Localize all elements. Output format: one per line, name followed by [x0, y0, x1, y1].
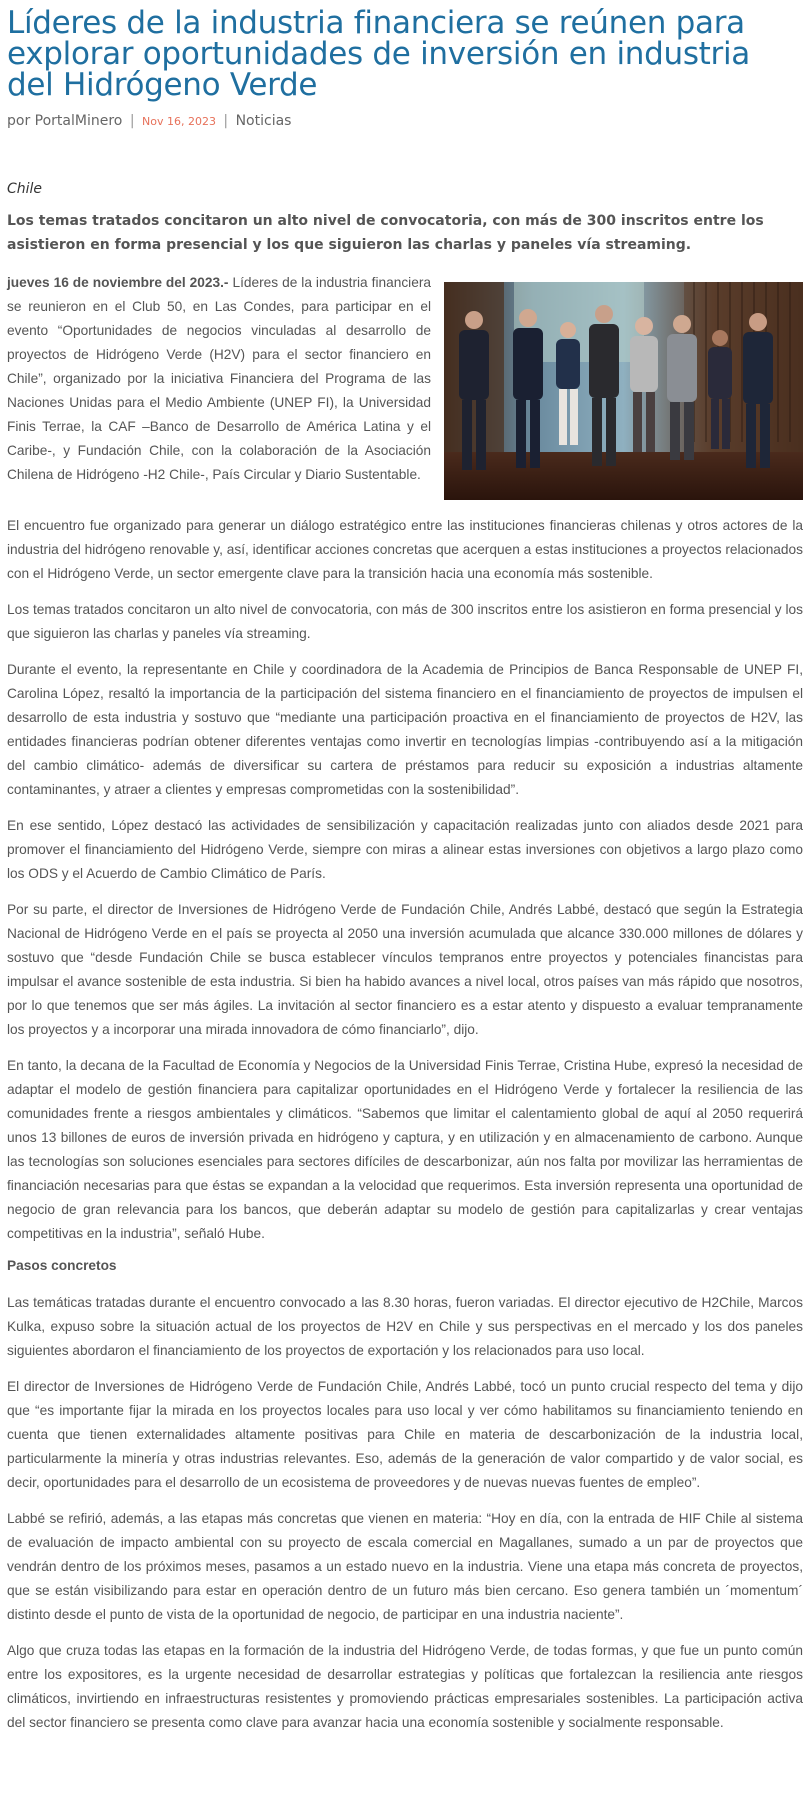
category-link[interactable]: Noticias: [235, 113, 292, 129]
event-photo: [444, 282, 803, 500]
meta-separator: |: [223, 113, 229, 129]
body-paragraph: Algo que cruza todas las etapas en la formación de la industria del Hidrógeno Verde, de todas formas, y que fue un punto común entre los expositores, es la urgente necesidad de desarrollar estrategias y políticas que fortalezcan la resiliencia ante riesgos climáticos, invirtiendo en infraestructuras resistentes y promoviendo prácticas empresariales sostenibles. La participación activa del sector financiero se presenta como clave para avanzar hacia una economía sostenible y socialmente responsable.: [7, 1643, 803, 1730]
article-country: Chile: [7, 181, 43, 197]
body-paragraph: El director de Inversiones de Hidrógeno Verde de Fundación Chile, Andrés Labbé, tocó un punto crucial respecto del tema y dijo que “es importante fijar la mirada en los proyectos locales para uso local y ver cómo habilitamos su financiamiento teniendo en cuenta que tienen externalidades altamente positivas para Chile en materia de descarbonización de la industria local, particularmente la minería y otras industrias relevantes. Eso, además de la generación de valor compartido y de valor social, es decir, oportunidades para el desarrollo de un ecosistema de proveedores y de nuevas nuevas fuentes de empleo”.: [7, 1379, 803, 1490]
meta-by: por: [7, 113, 31, 129]
article-body: [7, 514, 803, 1735]
article: [0, 5, 811, 1735]
article-meta: [7, 113, 803, 129]
intro-paragraph: [7, 271, 431, 500]
intro-text: Líderes de la industria financiera se reunieron en el Club 50, en Las Condes, para participar en el evento “Oportunidades de negocios vinculadas al desarrollo de proyectos de Hidrógeno Verde (H2V) para el sector financiero en Chile”, organizado por la iniciativa Financiera del Programa de las Naciones Unidas para el Medio Ambiente (UNEP FI), la Universidad Finis Terrae, la CAF –Banco de Desarrollo de América Latina y el Caribe-, y Fundación Chile, con la colaboración de la Asociación Chilena de Hidrógeno -H2 Chile-, País Circular y Diario Sustentable.: [7, 275, 431, 482]
body-paragraph: En ese sentido, López destacó las actividades de sensibilización y capacitación realizadas junto con aliados desde 2021 para promover el financiamiento del Hidrógeno Verde, siempre con miras a alinear estas inversiones con objetivos a largo plazo como los ODS y el Acuerdo de Cambio Climático de París.: [7, 818, 803, 881]
intro-row: [7, 271, 803, 500]
intro-date: jueves 16 de noviembre del 2023.-: [7, 275, 229, 290]
author-link[interactable]: PortalMinero: [34, 113, 123, 129]
body-paragraph: Los temas tratados concitaron un alto nivel de convocatoria, con más de 300 inscritos entre los asistieron en forma presencial y los que siguieron las charlas y paneles vía streaming.: [7, 602, 803, 641]
body-paragraph: Las temáticas tratadas durante el encuentro convocado a las 8.30 horas, fueron variadas. El director ejecutivo de H2Chile, Marcos Kulka, expuso sobre la situación actual de los proyectos de H2V en Chile y sus perspectivas en el mercado y los dos paneles siguientes abordaron el financiamiento de los proyectos de exportación y los relacionados para uso local.: [7, 1295, 803, 1358]
article-lead: Los temas tratados concitaron un alto nivel de convocatoria, con más de 300 inscritos entre los asistieron en forma presencial y los que siguieron las charlas y paneles vía streaming.: [7, 213, 764, 253]
body-paragraph: En tanto, la decana de la Facultad de Economía y Negocios de la Universidad Finis Terrae, Cristina Hube, expresó la necesidad de adaptar el modelo de gestión financiera para capitalizar oportunidades en el Hidrógeno Verde y fortalecer la resiliencia de las comunidades frente a riesgos ambientales y climáticos. “Sabemos que limitar el calentamiento global de aquí al 2050 requerirá unos 13 billones de euros de inversión privada en hidrógeno y captura, y en utilización y en almacenamiento de carbono. Aunque las tecnologías son soluciones esenciales para sectores difíciles de descarbonizar, aún nos falta por movilizar las herramientas de financiación necesarias para que éstas se expandan a la velocidad que requerimos. Esta inversión representa una oportunidad de negocio de gran relevancia para los bancos, que deberán adaptar su modelo de gestión para capitalizarlas y crear ventajas competitivas en la industria”, señaló Hube.: [7, 1058, 803, 1241]
section-heading: Pasos concretos: [7, 1258, 117, 1273]
event-group-photo-image: [444, 282, 803, 500]
meta-separator: |: [129, 113, 135, 129]
body-paragraph: Durante el evento, la representante en Chile y coordinadora de la Academia de Principios de Banca Responsable de UNEP FI, Carolina López, resaltó la importancia de la participación del sistema financiero en el financiamiento de proyectos de impulsen el desarrollo de esta industria y sostuvo que “mediante una participación proactiva en el financiamiento de proyectos de H2V, las entidades financieras podrían obtener diferentes ventajas como invertir en tecnologías limpias -contribuyendo así a la mitigación del cambio climático- además de diversificar su cartera de préstamos para reducir su exposición a industrias altamente contaminantes, y atraer a clientes y empresas comprometidas con la sostenibilidad”.: [7, 662, 803, 797]
body-paragraph: Labbé se refirió, además, a las etapas más concretas que vienen en materia: “Hoy en día, con la entrada de HIF Chile al sistema de evaluación de impacto ambiental con su proyecto de escala comercial en Magallanes, sumado a un par de proyectos que vendrán dentro de los próximos meses, pasamos a un estado nuevo en la industria. Viene una etapa más concreta de proyectos, que se están visibilizando para estar en operación dentro de un futuro más bien cercano. Eso genera también un ´momentum´ distinto desde el punto de vista de la oportunidad de negocio, de participar en una industria naciente”.: [7, 1511, 803, 1622]
body-paragraph: Por su parte, el director de Inversiones de Hidrógeno Verde de Fundación Chile, Andrés Labbé, destacó que según la Estrategia Nacional de Hidrógeno Verde en el país se proyecta al 2050 una inversión acumulada que alcance 330.000 millones de dólares y sostuvo que “desde Fundación Chile se busca establecer vínculos tempranos entre proyectos y potenciales financistas para impulsar el avance sostenible de esta industria. Si bien ha habido avances a nivel local, otros países van más rápido que nosotros, por lo que tenemos que ser más ágiles. La invitación al sector financiero es a estar atento y dispuesto a evaluar tempranamente los proyectos y a incorporar una mirada innovadora de cómo financiarlo”, dijo.: [7, 902, 803, 1037]
article-title: Líderes de la industria financiera se reúnen para explorar oportunidades de inversión en industria del Hidrógeno Verde: [7, 5, 750, 103]
publish-date: Nov 16, 2023: [142, 115, 216, 128]
body-paragraph: El encuentro fue organizado para generar un diálogo estratégico entre las instituciones financieras chilenas y otros actores de la industria del hidrógeno renovable y, así, identificar acciones concretas que acerquen a estas instituciones a proyectos relacionados con el Hidrógeno Verde, un sector emergente clave para la transición hacia una economía más sostenible.: [7, 518, 803, 581]
